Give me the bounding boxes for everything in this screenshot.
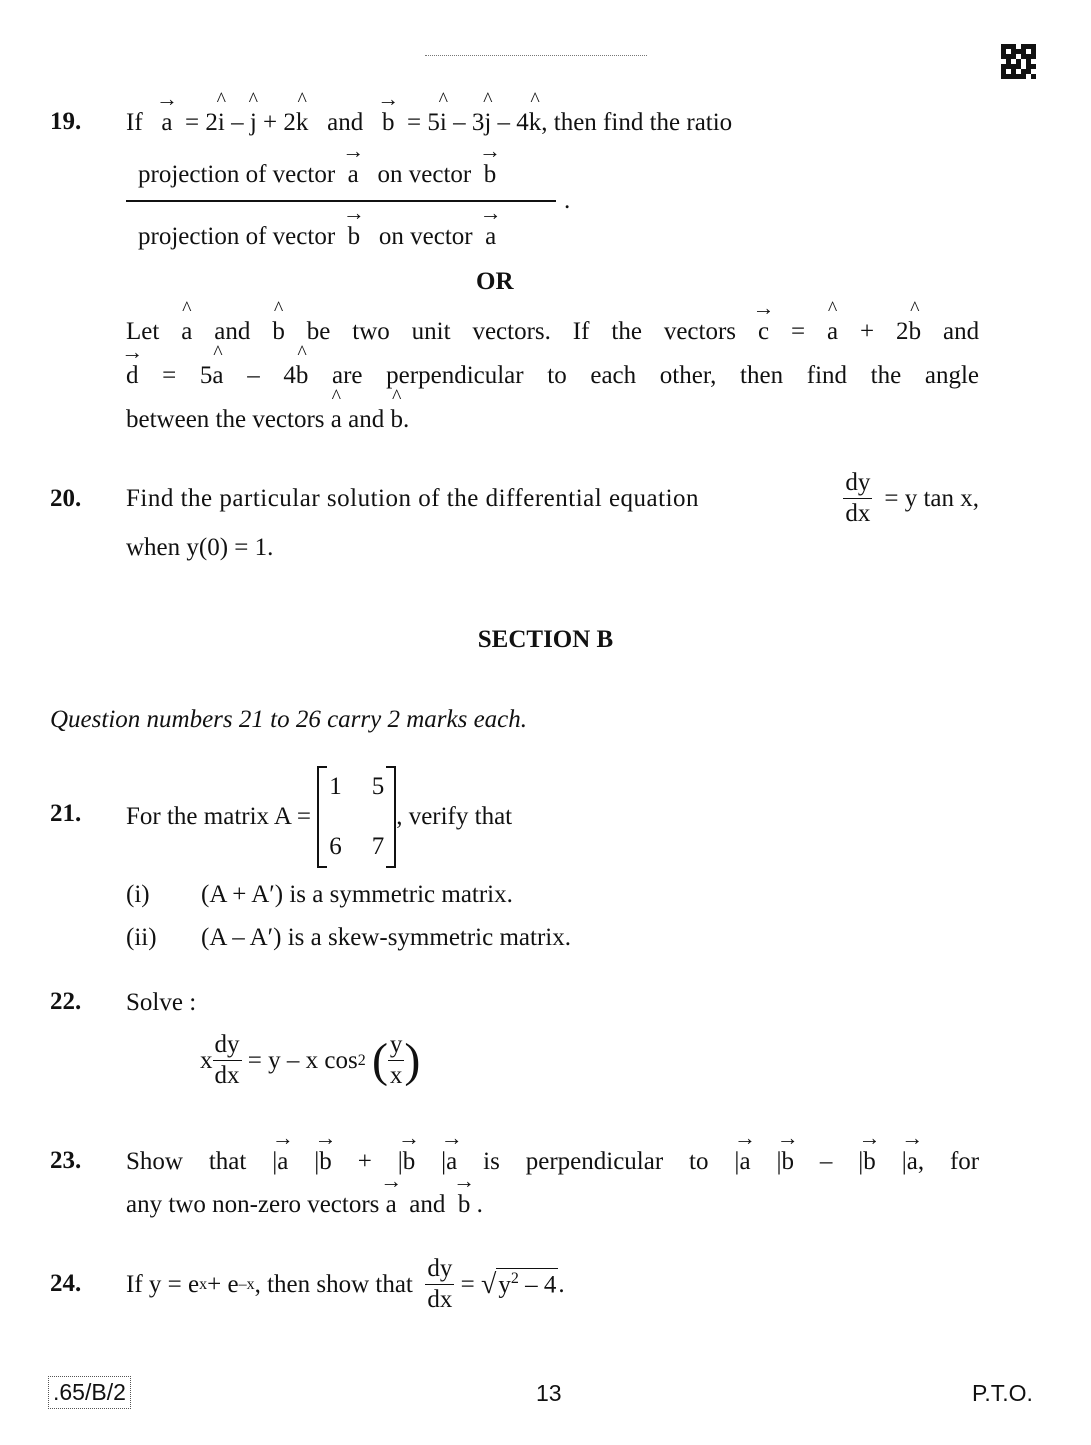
q24-dydx: $\frac{dy}{dx}$	[427, 1255, 453, 1313]
abs-bar: |	[272, 1148, 278, 1175]
q23-mid: is perpendicular to	[483, 1148, 709, 1175]
alt-b2-hat: ^ b	[909, 317, 922, 347]
part-label: (i)	[126, 881, 150, 908]
q19-fraction	[126, 158, 566, 252]
alt3-b-hat: ^ b	[391, 405, 404, 435]
q19-frac-numerator	[126, 158, 566, 200]
matrix-cell: 7	[371, 833, 385, 860]
frac-den-a: → a	[485, 222, 496, 252]
vec-b: → b	[863, 1147, 876, 1177]
abs-bar: |	[397, 1148, 403, 1175]
vec-a: → a	[739, 1147, 750, 1177]
sqrt-sign: √	[481, 1268, 497, 1300]
unit-k2: ^ k	[529, 108, 542, 138]
q20-line2: when y(0) = 1.	[126, 534, 274, 561]
q19-a-expr: = 2	[185, 109, 218, 136]
vec-b: → b	[403, 1147, 416, 1177]
vec-a: → a	[277, 1147, 288, 1177]
paper-code: .65/B/2	[48, 1376, 131, 1409]
q20-dydx: $\frac{dy}{dx}$	[845, 469, 871, 527]
alt3-text: between the vectors	[126, 406, 325, 433]
abs-bar: |	[776, 1148, 782, 1175]
matrix-cell: 1	[329, 773, 342, 800]
abs-bar: |	[858, 1148, 864, 1175]
unit-j2: ^ j	[484, 108, 491, 138]
q23-end: , for	[917, 1148, 980, 1175]
part-label: (ii)	[126, 924, 157, 951]
alt3-a-hat: ^ a	[331, 405, 342, 435]
section-b-instruction: Question numbers 21 to 26 carry 2 marks each.	[50, 706, 528, 733]
right-paren: )	[404, 1033, 421, 1087]
alt-vector-d: → d	[126, 361, 139, 391]
q23-line2	[126, 1190, 483, 1220]
q21-lead: For the matrix A =	[126, 803, 311, 830]
alt-end: and	[942, 318, 980, 345]
q19-alt-line3	[126, 405, 409, 435]
alt2-b-hat: ^ b	[296, 361, 309, 391]
alt3-and: and	[348, 406, 385, 433]
sup-neg-x: –x	[238, 1275, 255, 1293]
frac-den-b: → b	[348, 222, 361, 252]
frac-num-b: → b	[484, 160, 497, 190]
unit-i: ^ i	[218, 108, 225, 138]
sqrt-body: $y^2 - 4$	[498, 1270, 557, 1299]
q23-show: Show that	[126, 1148, 247, 1175]
alt2-tail: are perpendicular to each other, then find the angle	[332, 362, 980, 389]
eq-rhs: = y – x cos	[247, 1046, 358, 1074]
alt-let: Let	[126, 318, 160, 345]
frac-num-on: on vector	[377, 161, 472, 188]
q24-mid: + e	[207, 1270, 239, 1298]
q20-line1	[126, 468, 979, 529]
frac-den-on: on vector	[378, 223, 473, 250]
vec-b: → b	[319, 1147, 332, 1177]
alt3-end: .	[403, 406, 410, 433]
eq-y-over-x: $\frac{y}{x}$	[389, 1031, 403, 1089]
eq-dydx: $\frac{dy}{dx}$	[214, 1031, 240, 1089]
alt2-a-hat: ^ a	[212, 361, 223, 391]
vec-a: → a	[907, 1147, 918, 1177]
alt-a-hat: ^ a	[181, 317, 192, 347]
q19-if: If	[126, 109, 143, 136]
or-separator: OR	[476, 268, 514, 295]
part-text: (A + A′) is a symmetric matrix.	[201, 881, 513, 908]
q23-and: and	[409, 1191, 446, 1218]
q21-part-ii	[126, 923, 571, 953]
q19-frac-denominator	[126, 202, 566, 252]
plus: +	[357, 1148, 372, 1175]
q24-tail: , then show that	[254, 1270, 413, 1298]
top-rule	[425, 55, 647, 56]
q19-and: and	[327, 109, 364, 136]
unit-i2: ^ i	[440, 108, 447, 138]
frac-num-text: projection of vector	[138, 161, 336, 188]
q20-text: Find the particular solution of the differential equation	[126, 484, 700, 512]
q19-plus2: + 2	[263, 109, 296, 136]
q19-m3: – 3	[453, 109, 485, 136]
q22-equation	[200, 1030, 420, 1091]
q24-period: .	[558, 1270, 565, 1298]
q22-text: Solve :	[126, 989, 197, 1016]
q19-m4: – 4	[497, 109, 529, 136]
q23-line2-text: any two non-zero vectors	[126, 1191, 380, 1218]
matrix-a	[317, 766, 396, 868]
q20-rhs: = y tan x,	[884, 484, 979, 512]
page-number: 13	[536, 1380, 562, 1406]
frac-den-text: projection of vector	[138, 223, 336, 250]
minus: –	[819, 1148, 833, 1175]
q22-number: 22.	[50, 988, 82, 1015]
alt-eq: =	[790, 318, 806, 345]
alt-vector-c: → c	[758, 317, 769, 347]
q24-lead: If y = e	[126, 1270, 200, 1298]
q19-b-expr: = 5	[407, 109, 440, 136]
alt-b-hat: ^ b	[272, 317, 285, 347]
q20-number: 20.	[50, 485, 82, 512]
unit-j: ^ j	[250, 108, 257, 138]
part-text: (A – A′) is a skew-symmetric matrix.	[201, 924, 571, 951]
abs-bar: |	[441, 1148, 447, 1175]
q23-number: 23.	[50, 1147, 82, 1174]
alt-a2-hat: ^ a	[827, 317, 838, 347]
vec-a: → a	[446, 1147, 457, 1177]
q21-tail: , verify that	[396, 803, 513, 830]
q21-line	[126, 766, 512, 868]
abs-bar: |	[734, 1148, 740, 1175]
q19-minus: –	[231, 109, 244, 136]
matrix-cell: 6	[329, 833, 342, 860]
vec-b: → b	[781, 1147, 794, 1177]
abs-bar: |	[314, 1148, 320, 1175]
sup-x: x	[199, 1275, 208, 1293]
section-b-title: SECTION B	[477, 626, 614, 653]
alt2-minus: – 4	[247, 362, 296, 389]
vec-b: → b	[458, 1190, 471, 1220]
left-paren: (	[371, 1033, 388, 1087]
q19-tail: , then find the ratio	[541, 109, 733, 136]
abs-bar: |	[901, 1148, 907, 1175]
alt-mid: be two unit vectors. If the vectors	[306, 318, 737, 345]
q19-alt-line1	[126, 317, 979, 347]
alt-and: and	[214, 318, 251, 345]
q21-number: 21.	[50, 800, 82, 827]
q23-period: .	[476, 1191, 483, 1218]
frac-num-a: → a	[348, 160, 359, 190]
q19-alt-line2	[126, 361, 979, 391]
q19-line1	[126, 108, 926, 138]
eq-sup: 2	[357, 1051, 366, 1069]
q21-part-i	[126, 880, 513, 910]
q24-eq: =	[460, 1270, 475, 1298]
unit-k: ^ k	[296, 108, 309, 138]
qr-code	[1001, 44, 1036, 79]
q19-number: 19.	[50, 108, 82, 135]
eq-x: x	[200, 1046, 213, 1074]
pto-label: P.T.O.	[972, 1380, 1033, 1406]
q19-frac-period: .	[564, 187, 571, 214]
q24-line	[126, 1254, 565, 1315]
alt-plus: + 2	[860, 318, 909, 345]
matrix-cell: 5	[371, 773, 385, 800]
alt2-eq: = 5	[162, 362, 213, 389]
q24-number: 24.	[50, 1270, 82, 1297]
vector-b: → b	[382, 108, 395, 138]
q23-line1	[126, 1147, 979, 1177]
vec-a: → a	[386, 1190, 397, 1220]
vector-a: → a	[161, 108, 172, 138]
